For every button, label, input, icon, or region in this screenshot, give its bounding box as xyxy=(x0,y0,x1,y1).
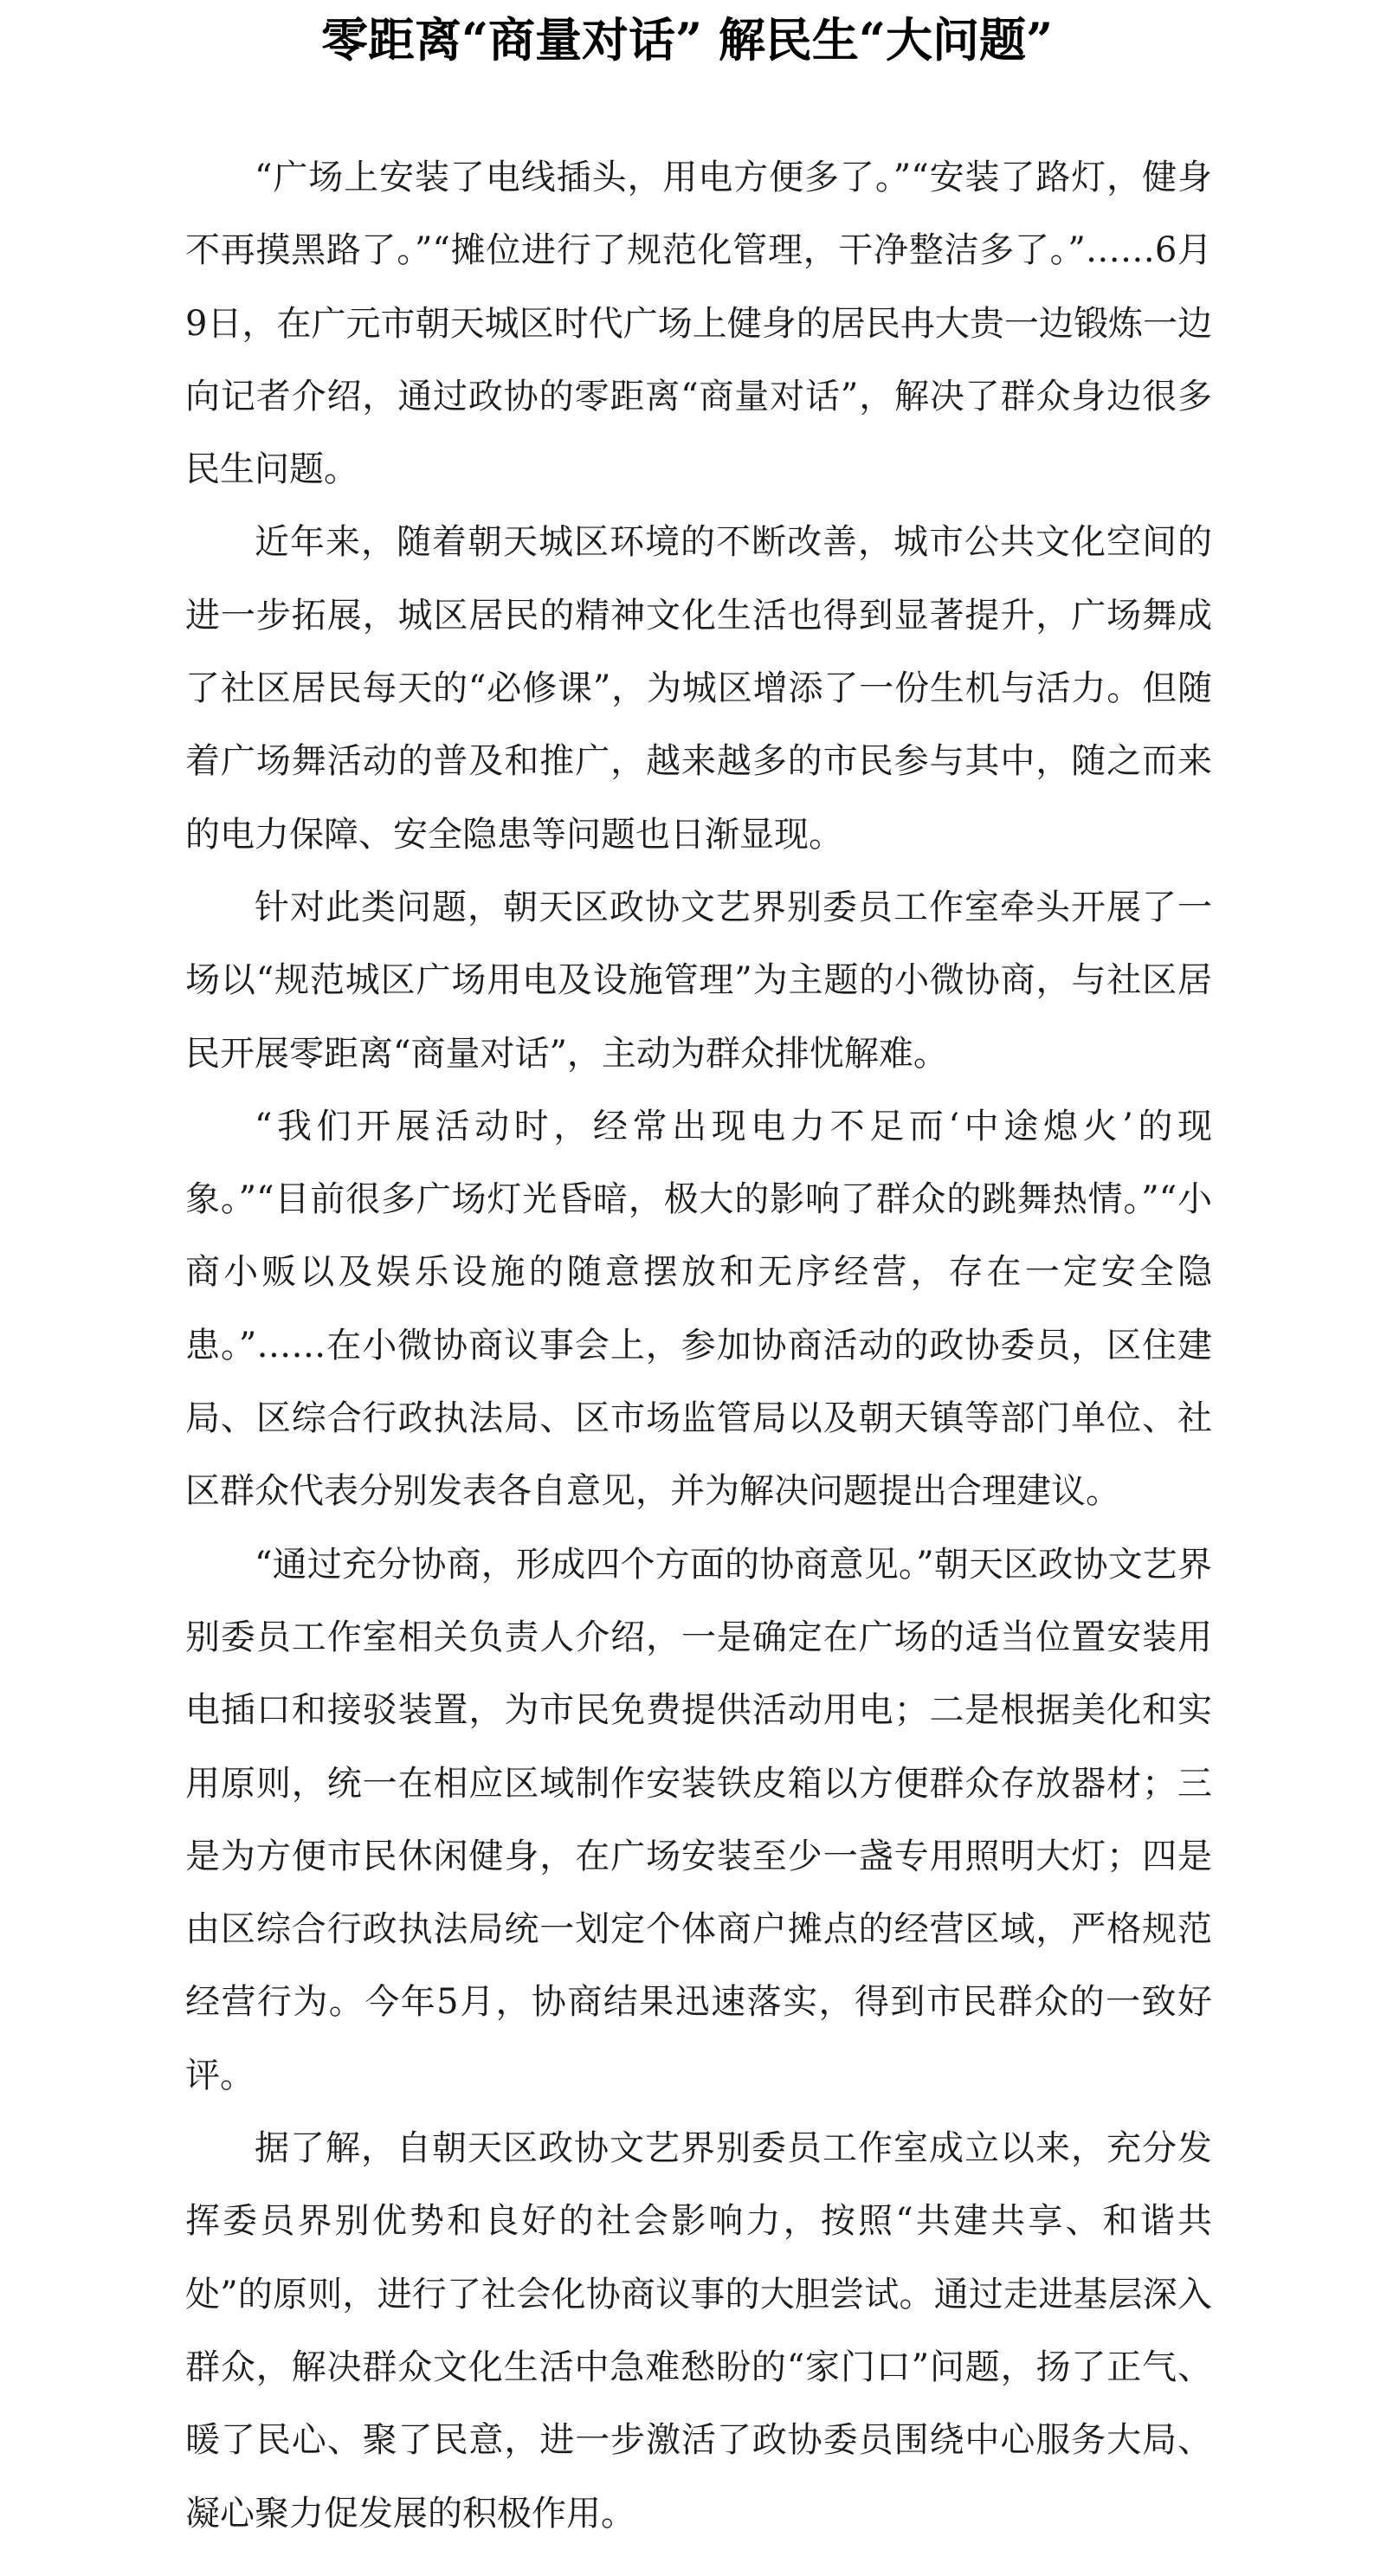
paragraph-6: 据了解，自朝天区政协文艺界别委员工作室成立以来，充分发挥委员界别优势和良好的社会影响力，按照“共建共享、和谐共处”的原则，进行了社会化协商议事的大胆尝试。通过走进基层深入群众，解决群众文化生活中急难愁盼的“家门口”问题，扬了正气、暖了民心、聚了民意，进一步激活了政协委员围绕中心服务大局、凝心聚力促发展的积极作用。 xyxy=(185,2128,1212,2534)
paragraph-5: “通过充分协商，形成四个方面的协商意见。”朝天区政协文艺界别委员工作室相关负责人介绍，一是确定在广场的适当位置安装用电插口和接驳装置，为市民免费提供活动用电；二是根据美化和实用原则，统一在相应区域制作安装铁皮箱以方便群众存放器材；三是为方便市民休闲健身，在广场安装至少一盏专用照明大灯；四是由区综合行政执法局统一划定个体商户摊点的经营区域，严格规范经营行为。今年5月，协商结果迅速落实，得到市民群众的一致好评。 xyxy=(185,1544,1212,2095)
article-body xyxy=(185,141,1212,2550)
paragraph-3: 针对此类问题，朝天区政协文艺界别委员工作室牵头开展了一场以“规范城区广场用电及设施管理”为主题的小微协商，与社区居民开展零距离“商量对话”，主动为群众排忧解难。 xyxy=(185,887,1212,1074)
article-title: 零距离“商量对话” 解民生“大问题” xyxy=(320,12,1054,68)
paragraph-1: “广场上安装了电线插头，用电方便多了。”“安装了路灯，健身不再摸黑路了。”“摊位进行了规范化管理，干净整洁多了。”……6月9日，在广元市朝天城区时代广场上健身的居民冉大贵一边锻炼一边向记者介绍，通过政协的零距离“商量对话”，解决了群众身边很多民生问题。 xyxy=(185,158,1212,490)
paragraph-4: “我们开展活动时，经常出现电力不足而‘中途熄火’的现象。”“目前很多广场灯光昏暗，极大的影响了群众的跳舞热情。”“小商小贩以及娱乐设施的随意摆放和无序经营，存在一定安全隐患。”……在小微协商议事会上，参加协商活动的政协委员，区住建局、区综合行政执法局、区市场监管局以及朝天镇等部门单位、社区群众代表分别发表各自意见，并为解决问题提出合理建议。 xyxy=(185,1106,1212,1512)
paragraph-2: 近年来，随着朝天城区环境的不断改善，城市公共文化空间的进一步拓展，城区居民的精神文化生活也得到显著提升，广场舞成了社区居民每天的“必修课”，为城区增添了一份生机与活力。但随着广场舞活动的普及和推广，越来越多的市民参与其中，随之而来的电力保障、安全隐患等问题也日渐显现。 xyxy=(185,522,1212,855)
